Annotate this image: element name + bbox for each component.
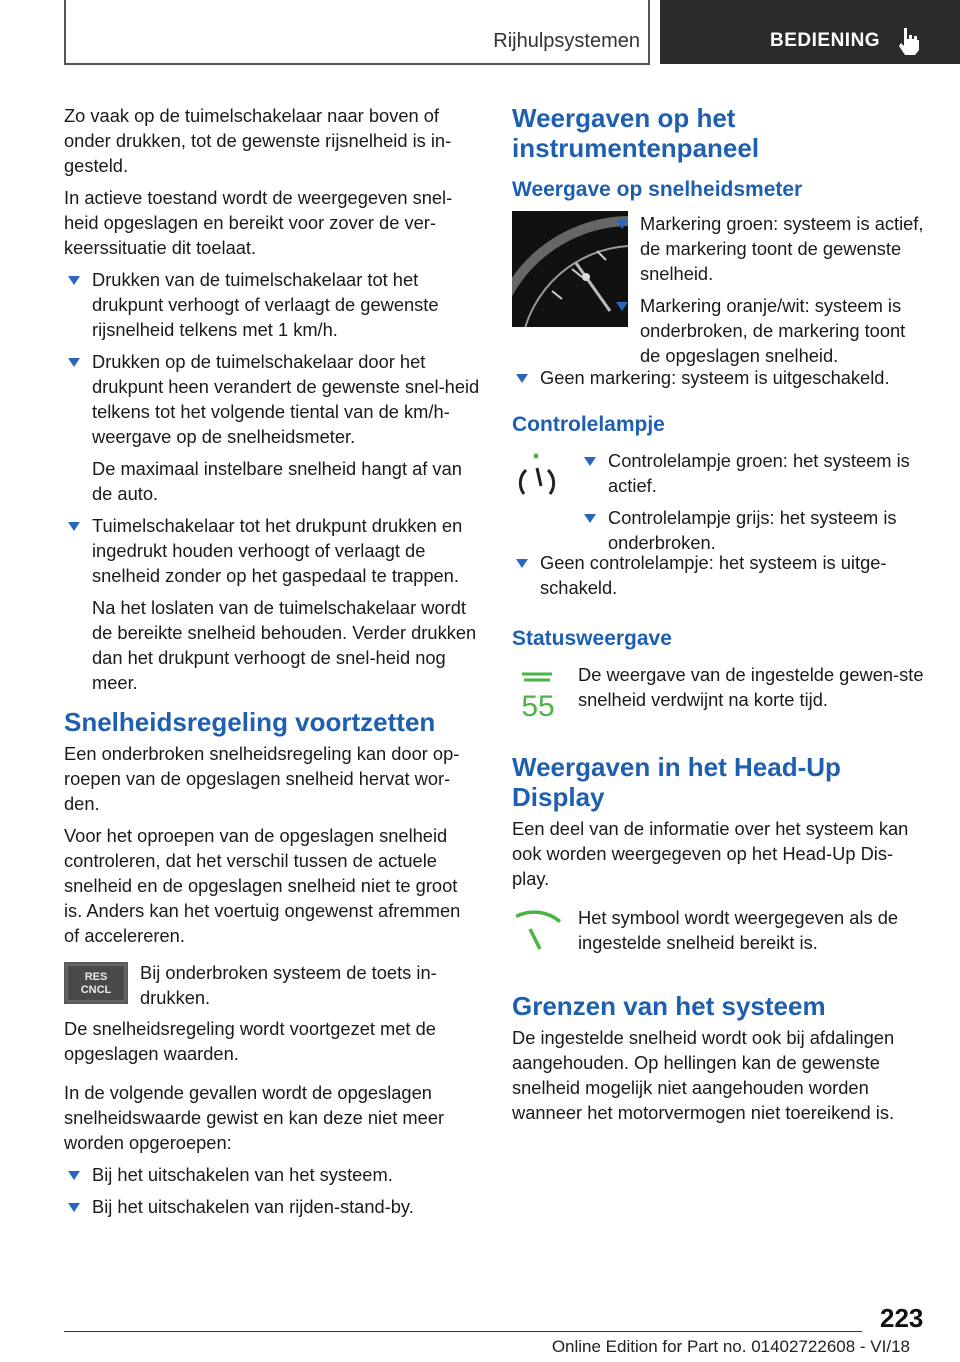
paragraph: De ingestelde snelheid wordt ook bij afdalingen aangehouden. Op hellingen kan de gewenste snelheid mogelijk niet aangehouden worden wanneer het motorvermogen niet toereikend is. (512, 1027, 895, 1123)
footer-edition: Online Edition for Part no. 01402722608 - VI/18 (551, 1337, 910, 1356)
list-item-text: Drukken van de tuimelschakelaar tot het drukpunt verhoogt of verlaagt de gewenste rijsnelheid telkens met 1 km/h. (92, 269, 439, 340)
speedometer-figure (512, 211, 926, 365)
list-item-text: Bij het uitschakelen van het systeem. (92, 1164, 393, 1185)
footer-rule (64, 1331, 862, 1332)
heading-resume: Snelheidsregeling voortzetten (64, 707, 436, 737)
paragraph: Een deel van de informatie over het systeem kan ook worden weergegeven op het Head-Up Dis-play. (512, 818, 909, 889)
heading-indicator-lamp: Controlelampje (512, 413, 665, 436)
paragraph: De snelheidsregeling wordt voortgezet met de opgeslagen waarden. (64, 1018, 436, 1064)
list-item (64, 513, 480, 588)
button-label-cncl: CNCL (80, 984, 112, 996)
list-item-note: Na het loslaten van de tuimelschakelaar wordt de bereikte snelheid behouden. Verder drukken dan het drukpunt verhoogt de snel-heid nog meer. (92, 597, 477, 693)
bullet-triangle-icon (516, 374, 528, 383)
list-item (64, 1162, 480, 1187)
list-item-text: Markering oranje/wit: systeem is onderbroken, de markering toont de opgeslagen snelheid. (640, 295, 906, 366)
bullet-triangle-icon (584, 514, 596, 523)
header-border-bottom (64, 63, 650, 65)
cruise-control-lamp-icon (518, 448, 562, 504)
list-item-text: Controlelampje grijs: het systeem is onderbroken. (608, 507, 897, 553)
list-item-text: Bij het uitschakelen van rijden-stand-by. (92, 1196, 414, 1217)
list-item (612, 211, 926, 286)
header-border-left (64, 0, 66, 64)
hud-symbol-icon (512, 909, 572, 959)
list-item-text: Geen markering: systeem is uitgeschakeld. (540, 367, 890, 388)
list-item (64, 1194, 480, 1219)
figure-caption: Het symbool wordt weergegeven als de ingestelde snelheid bereikt is. (578, 907, 899, 953)
heading-status-display: Statusweergave (512, 627, 672, 650)
list-item (580, 505, 926, 555)
bullet-triangle-icon (616, 302, 628, 311)
paragraph: Voor het oproepen van de opgeslagen snelheid controleren, dat het verschil tussen de actuele snelheid en de opgeslagen snelheid niet te groot is. Anders kan het voertuig ongewenst afremmen of accelereren. (64, 825, 461, 946)
indicator-lamp-figure (512, 448, 926, 553)
heading-hud: Weergaven in het Head-Up Display (512, 752, 841, 812)
list-item (512, 550, 926, 600)
list-item (580, 448, 926, 498)
status-speed-value: 55 (521, 690, 555, 722)
bullet-triangle-icon (68, 358, 80, 367)
speedometer-photo-icon (512, 211, 628, 327)
list-item-note: De maximaal instelbare snelheid hangt af van de auto. (92, 458, 462, 504)
left-column (64, 103, 480, 1226)
header-border-divider (648, 0, 650, 64)
status-speed-icon (512, 666, 568, 722)
paragraph: Een onderbroken snelheidsregeling kan door op-roepen van de opgeslagen snelheid hervat wor-den. (64, 743, 460, 814)
res-cncl-button-icon (64, 962, 128, 1004)
button-label-res: RES (84, 971, 108, 983)
bullet-triangle-icon (516, 559, 528, 568)
hud-figure (512, 905, 926, 983)
heading-displays: Weergaven op het instrumentenpaneel (512, 103, 760, 163)
list-item (612, 293, 926, 368)
page-number: 223 (880, 1303, 924, 1333)
bullet-triangle-icon (616, 220, 628, 229)
chapter-tab (660, 0, 960, 64)
list-item-text: Markering groen: systeem is actief, de markering toont de gewenste snelheid. (640, 213, 924, 284)
heading-limits: Grenzen van het systeem (512, 991, 826, 1021)
bullet-triangle-icon (68, 522, 80, 531)
list-item-text: Tuimelschakelaar tot het drukpunt drukken en ingedrukt houden verhoogt of verlaagt de snelheid zonder op het gaspedaal te trappen. (92, 515, 463, 586)
bullet-triangle-icon (68, 1171, 80, 1180)
hand-pointer-icon (896, 26, 922, 56)
list-item-text: Drukken op de tuimelschakelaar door het drukpunt heen verandert de gewenste snel-heid telkens tot het volgende tiental van de km/h-weergave op de snelheidsmeter. (92, 351, 480, 447)
paragraph: Zo vaak op de tuimelschakelaar naar boven of onder drukken, tot de gewenste rijsnelheid is in-gesteld. (64, 105, 452, 176)
figure-caption: Bij onderbroken systeem de toets in-drukken. (140, 962, 437, 1008)
bullet-triangle-icon (68, 276, 80, 285)
section-title: Rijhulpsystemen (493, 30, 640, 52)
chapter-title: BEDIENING (770, 30, 881, 51)
list-item-text: Geen controlelampje: het systeem is uitge-schakeld. (540, 552, 887, 598)
list-item-text: Controlelampje groen: het systeem is actief. (608, 450, 910, 496)
heading-speedometer: Weergave op snelheidsmeter (512, 178, 803, 201)
list-item (512, 365, 926, 390)
status-display-figure (512, 662, 926, 744)
res-cncl-figure (64, 960, 480, 1012)
right-column (512, 103, 926, 1132)
list-item (64, 267, 480, 342)
bullet-triangle-icon (68, 1203, 80, 1212)
list-item (64, 349, 480, 449)
figure-caption: De weergave van de ingestelde gewen-ste snelheid verdwijnt na korte tijd. (578, 664, 924, 710)
bullet-triangle-icon (584, 457, 596, 466)
paragraph: In actieve toestand wordt de weergegeven snel-heid opgeslagen en bereikt voor zover de ver-keerssituatie dit toelaat. (64, 187, 453, 258)
paragraph: In de volgende gevallen wordt de opgeslagen snelheidswaarde gewist en kan deze niet meer worden opgeroepen: (64, 1082, 445, 1153)
